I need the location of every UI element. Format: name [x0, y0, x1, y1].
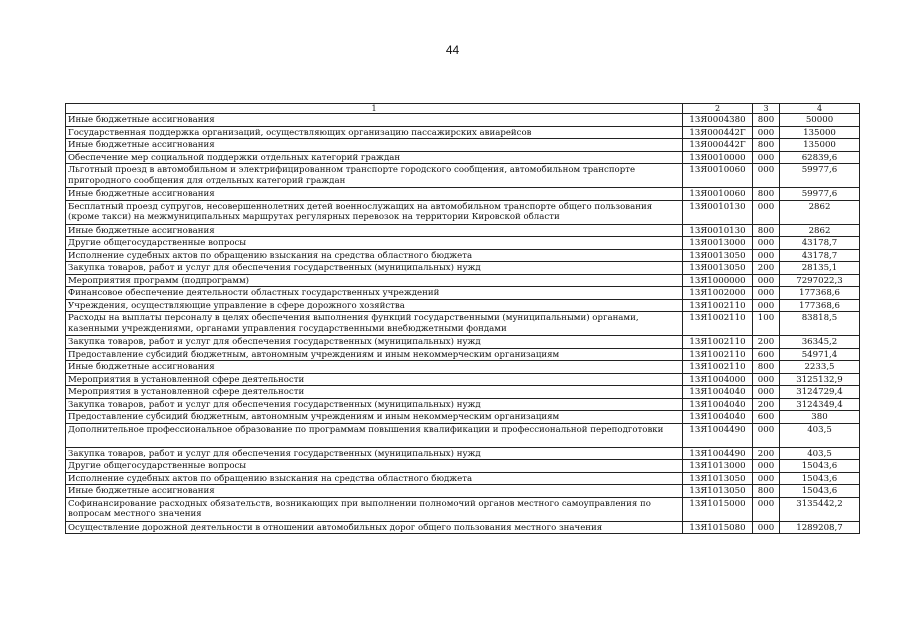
row-kind-cell: 000	[753, 299, 780, 312]
row-code-cell: 13Я1013050	[683, 485, 753, 498]
row-sum-cell: 50000	[780, 114, 860, 127]
table-row	[66, 237, 860, 250]
row-kind-cell: 000	[753, 373, 780, 386]
row-name-cell: Софинансирование расходных обязательств, возникающих при выполнении полномочий органов местного самоуправления по вопросам местного значения	[66, 497, 683, 521]
row-name-cell: Дополнительное профессиональное образование по программам повышения квалификации и профессиональной переподготовки	[66, 423, 683, 447]
row-name-cell: Другие общегосударственные вопросы	[66, 237, 683, 250]
table-row	[66, 188, 860, 201]
row-sum-cell: 15043,6	[780, 485, 860, 498]
row-code-cell: 13Я1002110	[683, 348, 753, 361]
row-sum-cell: 62839,6	[780, 151, 860, 164]
row-sum-cell: 43178,7	[780, 237, 860, 250]
table-row	[66, 485, 860, 498]
row-sum-cell: 59977,6	[780, 188, 860, 201]
table-row	[66, 521, 860, 534]
row-name-cell: Иные бюджетные ассигнования	[66, 485, 683, 498]
row-code-cell: 13Я1002110	[683, 299, 753, 312]
row-sum-cell: 36345,2	[780, 336, 860, 349]
row-sum-cell: 177368,6	[780, 299, 860, 312]
table-row	[66, 373, 860, 386]
table-row	[66, 139, 860, 152]
row-kind-cell: 000	[753, 472, 780, 485]
table-row	[66, 299, 860, 312]
row-sum-cell: 83818,5	[780, 312, 860, 336]
row-kind-cell: 000	[753, 460, 780, 473]
row-name-cell: Предоставление субсидий бюджетным, автономным учреждениям и иным некоммерческим организациям	[66, 348, 683, 361]
table-row	[66, 361, 860, 374]
row-kind-cell: 000	[753, 274, 780, 287]
row-kind-cell: 600	[753, 348, 780, 361]
row-name-cell: Расходы на выплаты персоналу в целях обеспечения выполнения функций государственными (муниципальными) органами, казенными учреждениями, органами управления государственными внебюджетными фондами	[66, 312, 683, 336]
row-sum-cell: 3124349,4	[780, 398, 860, 411]
table-row	[66, 447, 860, 460]
row-kind-cell: 800	[753, 139, 780, 152]
table-row	[66, 472, 860, 485]
row-name-cell: Закупка товаров, работ и услуг для обеспечения государственных (муниципальных) нужд	[66, 447, 683, 460]
table-row	[66, 411, 860, 424]
row-code-cell: 13Я1002110	[683, 336, 753, 349]
table-row	[66, 386, 860, 399]
row-code-cell: 13Я1002110	[683, 312, 753, 336]
row-code-cell: 13Я0010130	[683, 200, 753, 224]
table-row	[66, 287, 860, 300]
row-name-cell: Иные бюджетные ассигнования	[66, 114, 683, 127]
row-kind-cell: 000	[753, 386, 780, 399]
budget-table	[65, 103, 860, 534]
row-kind-cell: 000	[753, 151, 780, 164]
row-name-cell: Иные бюджетные ассигнования	[66, 224, 683, 237]
table-row	[66, 224, 860, 237]
row-code-cell: 13Я0010130	[683, 224, 753, 237]
table-row	[66, 336, 860, 349]
row-kind-cell: 000	[753, 287, 780, 300]
row-sum-cell: 3125132,9	[780, 373, 860, 386]
header-col-kind: 3	[753, 104, 780, 114]
row-code-cell: 13Я1002000	[683, 287, 753, 300]
table-row	[66, 200, 860, 224]
row-name-cell: Мероприятия в установленной сфере деятельности	[66, 386, 683, 399]
row-sum-cell: 1289208,7	[780, 521, 860, 534]
row-code-cell: 13Я1004040	[683, 411, 753, 424]
row-name-cell: Другие общегосударственные вопросы	[66, 460, 683, 473]
row-name-cell: Закупка товаров, работ и услуг для обеспечения государственных (муниципальных) нужд	[66, 398, 683, 411]
table-row	[66, 126, 860, 139]
row-kind-cell: 000	[753, 237, 780, 250]
row-name-cell: Мероприятия в установленной сфере деятельности	[66, 373, 683, 386]
row-code-cell: 13Я1004000	[683, 373, 753, 386]
row-sum-cell: 2862	[780, 200, 860, 224]
table-row	[66, 151, 860, 164]
row-kind-cell: 200	[753, 398, 780, 411]
row-name-cell: Закупка товаров, работ и услуг для обеспечения государственных (муниципальных) нужд	[66, 262, 683, 275]
row-name-cell: Обеспечение мер социальной поддержки отдельных категорий граждан	[66, 151, 683, 164]
row-code-cell: 13Я1004490	[683, 423, 753, 447]
header-col-sum: 4	[780, 104, 860, 114]
row-kind-cell: 100	[753, 312, 780, 336]
table-row	[66, 312, 860, 336]
header-row	[66, 104, 860, 114]
row-name-cell: Осуществление дорожной деятельности в отношении автомобильных дорог общего пользования местного значения	[66, 521, 683, 534]
row-sum-cell: 43178,7	[780, 249, 860, 262]
row-sum-cell: 177368,6	[780, 287, 860, 300]
row-code-cell: 13Я0013000	[683, 237, 753, 250]
row-name-cell: Закупка товаров, работ и услуг для обеспечения государственных (муниципальных) нужд	[66, 336, 683, 349]
row-kind-cell: 000	[753, 423, 780, 447]
row-kind-cell: 800	[753, 188, 780, 201]
row-kind-cell: 000	[753, 249, 780, 262]
row-kind-cell: 200	[753, 262, 780, 275]
row-kind-cell: 000	[753, 200, 780, 224]
row-name-cell: Учреждения, осуществляющие управление в сфере дорожного хозяйства	[66, 299, 683, 312]
row-code-cell: 13Я0004380	[683, 114, 753, 127]
row-code-cell: 13Я000442Г	[683, 139, 753, 152]
row-sum-cell: 135000	[780, 126, 860, 139]
row-name-cell: Исполнение судебных актов по обращению взыскания на средства областного бюджета	[66, 249, 683, 262]
row-name-cell: Иные бюджетные ассигнования	[66, 139, 683, 152]
row-sum-cell: 15043,6	[780, 460, 860, 473]
row-kind-cell: 800	[753, 114, 780, 127]
row-kind-cell: 800	[753, 361, 780, 374]
row-code-cell: 13Я0010060	[683, 164, 753, 188]
row-sum-cell: 2233,5	[780, 361, 860, 374]
row-sum-cell: 2862	[780, 224, 860, 237]
row-kind-cell: 200	[753, 336, 780, 349]
row-sum-cell: 403,5	[780, 423, 860, 447]
row-sum-cell: 7297022,3	[780, 274, 860, 287]
table-row	[66, 164, 860, 188]
table-body	[66, 114, 860, 534]
row-code-cell: 13Я1004490	[683, 447, 753, 460]
row-code-cell: 13Я0010060	[683, 188, 753, 201]
header-col-name: 1	[66, 104, 683, 114]
table-row	[66, 249, 860, 262]
row-code-cell: 13Я0010000	[683, 151, 753, 164]
row-code-cell: 13Я000442Г	[683, 126, 753, 139]
table-row	[66, 497, 860, 521]
row-code-cell: 13Я1015080	[683, 521, 753, 534]
row-code-cell: 13Я0013050	[683, 249, 753, 262]
row-sum-cell: 380	[780, 411, 860, 424]
table-row	[66, 274, 860, 287]
row-sum-cell: 3135442,2	[780, 497, 860, 521]
row-name-cell: Финансовое обеспечение деятельности областных государственных учреждений	[66, 287, 683, 300]
table-row	[66, 114, 860, 127]
row-code-cell: 13Я1002110	[683, 361, 753, 374]
row-sum-cell: 135000	[780, 139, 860, 152]
table-row	[66, 348, 860, 361]
row-code-cell: 13Я1013050	[683, 472, 753, 485]
row-sum-cell: 54971,4	[780, 348, 860, 361]
row-name-cell: Государственная поддержка организаций, осуществляющих организацию пассажирских авиарейсов	[66, 126, 683, 139]
row-kind-cell: 800	[753, 224, 780, 237]
table-row	[66, 423, 860, 447]
row-kind-cell: 000	[753, 497, 780, 521]
row-code-cell: 13Я1004040	[683, 386, 753, 399]
table-row	[66, 398, 860, 411]
header-col-code: 2	[683, 104, 753, 114]
row-code-cell: 13Я1013000	[683, 460, 753, 473]
row-name-cell: Исполнение судебных актов по обращению взыскания на средства областного бюджета	[66, 472, 683, 485]
row-name-cell: Иные бюджетные ассигнования	[66, 361, 683, 374]
row-name-cell: Иные бюджетные ассигнования	[66, 188, 683, 201]
row-code-cell: 13Я1000000	[683, 274, 753, 287]
row-sum-cell: 15043,6	[780, 472, 860, 485]
row-code-cell: 13Я1004040	[683, 398, 753, 411]
row-name-cell: Льготный проезд в автомобильном и электрифицированном транспорте городского сообщения, автомобильном транспорте пригородного сообщения для отдельных категорий граждан	[66, 164, 683, 188]
row-sum-cell: 403,5	[780, 447, 860, 460]
row-kind-cell: 000	[753, 521, 780, 534]
row-code-cell: 13Я1015000	[683, 497, 753, 521]
row-sum-cell: 28135,1	[780, 262, 860, 275]
row-kind-cell: 000	[753, 164, 780, 188]
table-row	[66, 262, 860, 275]
row-name-cell: Мероприятия программ (подпрограмм)	[66, 274, 683, 287]
row-kind-cell: 000	[753, 126, 780, 139]
table-row	[66, 460, 860, 473]
row-sum-cell: 59977,6	[780, 164, 860, 188]
row-kind-cell: 800	[753, 485, 780, 498]
page-number: 44	[445, 43, 460, 57]
row-name-cell: Предоставление субсидий бюджетным, автономным учреждениям и иным некоммерческим организациям	[66, 411, 683, 424]
row-sum-cell: 3124729,4	[780, 386, 860, 399]
row-kind-cell: 600	[753, 411, 780, 424]
row-code-cell: 13Я0013050	[683, 262, 753, 275]
row-name-cell: Бесплатный проезд супругов, несовершеннолетних детей военнослужащих на автомобильном транспорте общего пользования (кроме такси) на межмуниципальных маршрутах регулярных перевозок на территории Кировской области	[66, 200, 683, 224]
row-kind-cell: 200	[753, 447, 780, 460]
